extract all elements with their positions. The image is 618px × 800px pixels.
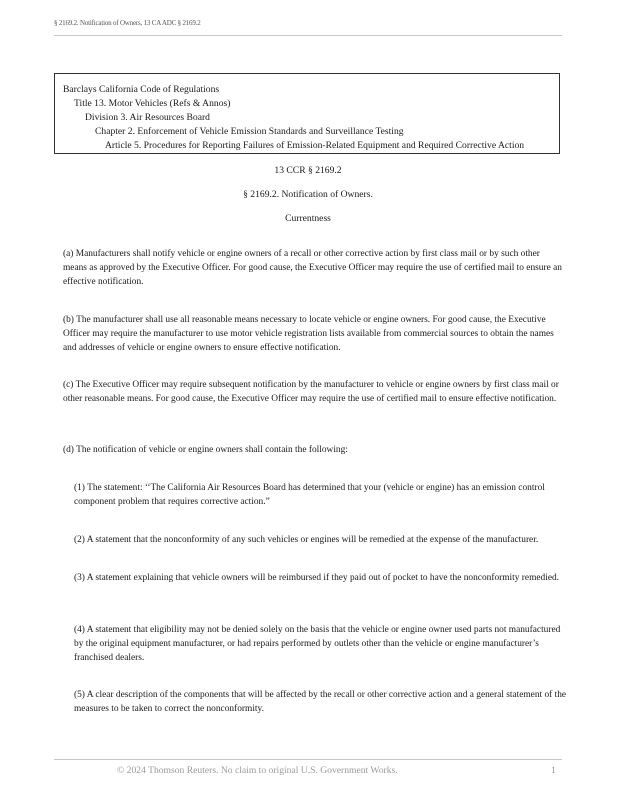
running-head: § 2169.2. Notification of Owners, 13 CA ADC § 2169.2	[54, 19, 201, 27]
subparagraph-3: (3) A statement explaining that vehicle owners will be reimbursed if they paid out of pocket to have the nonconformity remedied.	[74, 573, 560, 583]
subparagraph-1: (1) The statement: ‘‘The California Air Resources Board has determined that your (vehicle or engine) has an emission control component problem that requires corrective action.”	[74, 483, 545, 507]
paragraph-d: (d) The notification of vehicle or engine owners shall contain the following:	[63, 445, 348, 455]
chapter-heading: Chapter 2. Enforcement of Vehicle Emission Standards and Surveillance Testing	[95, 126, 404, 137]
paragraph-a: (a) Manufacturers shall notify vehicle or engine owners of a recall or other corrective action by first class mail or by such other means as approved by the Executive Officer. For good cause, the Executive Officer may require the use of certified mail to ensure an effective notification.	[63, 249, 562, 287]
title-heading: Title 13. Motor Vehicles (Refs & Annos)	[74, 98, 231, 109]
citation-hierarchy-box	[54, 73, 560, 154]
section-citation: 13 CCR § 2169.2	[274, 165, 342, 176]
subparagraph-2: (2) A statement that the nonconformity of any such vehicles or engines will be remedied at the expense of the manufacturer.	[74, 535, 539, 545]
section-title: § 2169.2. Notification of Owners.	[243, 189, 373, 200]
division-heading: Division 3. Air Resources Board	[85, 112, 210, 123]
header-divider	[54, 35, 562, 36]
page-number: 1	[551, 765, 556, 776]
paragraph-c: (c) The Executive Officer may require subsequent notification by the manufacturer to vehicle or engine owners by first class mail or other reasonable means. For good cause, the Executive Officer may require the use of certified mail to ensure effective notification.	[63, 380, 559, 404]
currentness-link[interactable]: Currentness	[285, 213, 331, 224]
footer-divider	[54, 759, 562, 760]
article-heading: Article 5. Procedures for Reporting Failures of Emission-Related Equipment and Required Corrective Action	[105, 140, 525, 151]
subparagraph-4: (4) A statement that eligibility may not be denied solely on the basis that the vehicle or engine owner used parts not manufactured by the original equipment manufacturer, or had repairs performed by outlets other than the vehicle or engine manufacturer’s franchised dealers.	[74, 625, 561, 663]
code-title: Barclays California Code of Regulations	[63, 84, 220, 95]
copyright-notice: © 2024 Thomson Reuters. No claim to original U.S. Government Works.	[117, 765, 398, 776]
paragraph-b: (b) The manufacturer shall use all reasonable means necessary to locate vehicle or engine owners. For good cause, the Executive Officer may require the manufacturer to use motor vehicle registration lists available from commercial sources to obtain the names and addresses of vehicle or engine owners to ensure effective notification.	[63, 315, 554, 353]
subparagraph-5: (5) A clear description of the components that will be affected by the recall or other corrective action and a general statement of the measures to be taken to correct the nonconformity.	[74, 690, 567, 714]
